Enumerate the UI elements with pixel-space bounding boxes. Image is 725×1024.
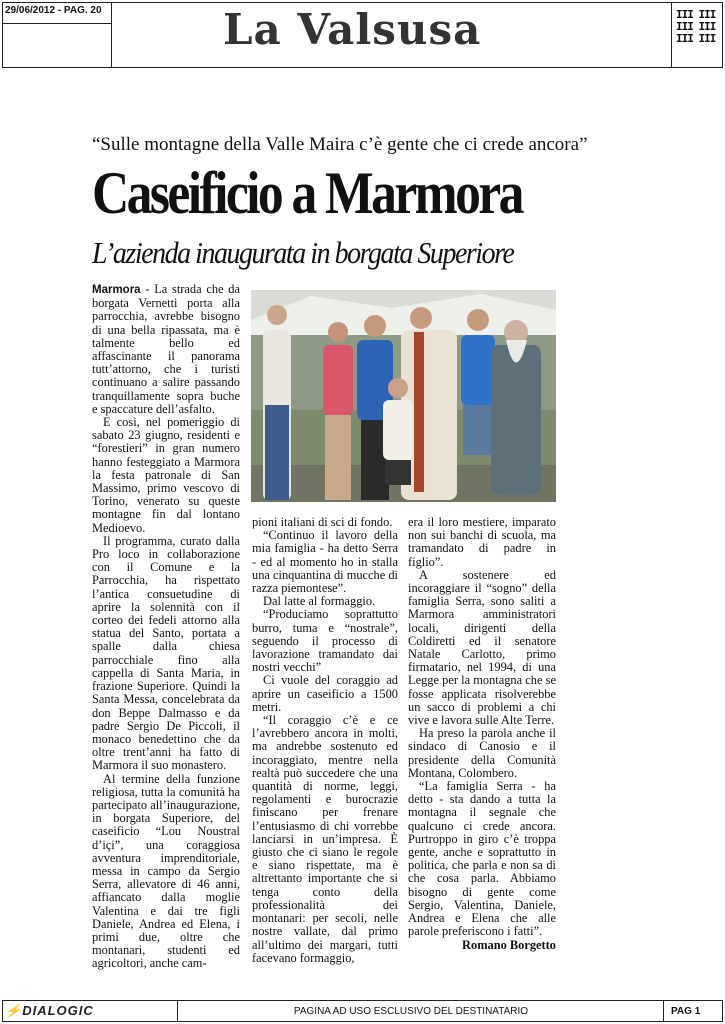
paragraph: E così, nel pomeriggio di sabato 23 giugno, residenti e “forestieri” in gran numero hanno festeggiato a Marmora la festa patronale di San Massimo, primo vescovo di Torino, venerato su queste montagne fin dal lontano Medioevo. [92,415,240,535]
article-kicker: “Sulle montagne della Valle Maira c’è gente che ci crede ancora” [92,134,588,155]
newspaper-masthead: La Valsusa [223,5,482,54]
header-divider [671,3,672,67]
page-header [2,2,723,68]
paragraph: Marmora - La strada che da borgata Vernetti porta alla parrocchia, avrebbe bisogno di una bella ripassata, ma è talmente bello ed affascinante il panorama tutt’attorno, che i turisti continuano a salire passando tranquillamente sopra buche e spaccature dell’asfalto. [92,282,240,416]
paragraph: pioni italiani di sci di fondo. [252,515,393,529]
paragraph: “Produciamo soprattutto burro, tuma e “nostrale”, seguendo il processo di lavorazione tramandato dai nostri vecchi” [252,607,398,675]
article-column-2 [252,516,398,965]
paragraph: Dal latte al formaggio. [263,594,376,609]
article-photo [251,290,556,502]
footer-divider [663,1001,664,1021]
header-divider [111,3,112,67]
article-headline: Caseificio a Marmora [92,160,522,226]
article-column-3 [408,516,556,952]
date-page-label: 29/06/2012 - PAG. 20 [5,5,102,16]
footer-divider [177,1001,178,1021]
dialogic-logo: ⚡DIALOGIC [5,1003,94,1018]
article-column-1 [92,283,240,971]
page-footer [2,1000,723,1022]
paragraph: “Il coraggio c’è e ce l’avrebbero ancora in molti, ma andrebbe sostenuto ed incoraggiato, mentre nella realtà può succedere che una quantità di norme, leggi, regolamenti e burocrazie finiscano per frenare l’entusiasmo di chi vorrebbe lanciarsi in un’impresa. È giusto che ci siano le regole e siano rispettate, ma è altrettanto importante che si tenga conto della professionalità dei montanari: per secoli, nelle nostre vallate, dal primo all’ultimo dei margari, tutti facevano formaggio, [252,713,398,965]
paragraph: A sostenere ed incoraggiare il “sogno” della famiglia Serra, sono saliti a Marmora amministratori locali, dirigenti della Coldiretti ed il senatore Natale Carlotto, primo firmatario, nel 1994, di una Legge per la montagna che se fosse applicata risolverebbe un sacco di problemi a chi vive e lavora sulle Alte Terre. [408,567,556,728]
logo-mark-icon: ⚡ [5,1003,23,1018]
paragraph: “Continuo il lavoro della mia famiglia - ha detto Serra - ed al momento ho in stalla una cinquantina di mucche di razza piemontese”. [252,528,398,596]
paragraph: Ha preso la parola anche il sindaco di Canosio e il presidente della Comunità Montana, Colombero. [408,726,556,780]
lead-word: Marmora [92,284,141,296]
page-number: PAG 1 [671,1006,701,1017]
article-subhead: L’azienda inaugurata in borgata Superiore [92,235,514,270]
paragraph: “La famiglia Serra - ha detto - sta dando a tutta la montagna il segnale che qualcuno ci crede ancora. Purtroppo in giro c’è troppa gente, anche e soprattutto in politica, che parla e non sa di che cosa parla. Abbiamo bisogno di gente come Sergio, Valentina, Daniele, Andrea e Elena che alle parole preferiscono i fatti”. [408,779,556,939]
paragraph: era il loro mestiere, imparato non sui banchi di scuola, ma tramandato di padre in figlio”. [408,515,556,569]
header-divider [3,23,111,24]
barcode-icon: III III III III III III [676,8,716,45]
author-signature: Romano Borgetto [462,937,556,952]
usage-notice: PAGINA AD USO ESCLUSIVO DEL DESTINATARIO [293,1006,529,1017]
paragraph: Il programma, curato dalla Pro loco in collaborazione con il Comune e la Parrocchia, ha rispettato l’antica consuetudine di aprire la solennità con il corteo dei fedeli attorno alla statua del Santo, portata a spalle dalla chiesa parrocchiale fino alla cappella di Santa Maria, in frazione Superiore. Quindi la Santa Messa, concelebrata da don Beppe Dalmasso e da padre Sergio De Piccoli, il monaco benedettino che da oltre trent’anni ha fatto di Marmora il suo monastero. [92,533,240,773]
paragraph: Al termine della funzione religiosa, tutta la comunità ha partecipato all’inaugurazione, in borgata Superiore, del caseificio “Lou Noustral d’içi”, una coraggiosa avventura imprenditoriale, messa in campo da Sergio Serra, allevatore di 46 anni, affiancato dalla moglie Valentina e dai tre figli Daniele, Andrea ed Elena, i primi due, oltre che montanari, studenti ed agricoltori, anche cam- [92,771,240,971]
paragraph: Ci vuole del coraggio ad aprire un caseificio a 1500 metri. [252,673,398,714]
